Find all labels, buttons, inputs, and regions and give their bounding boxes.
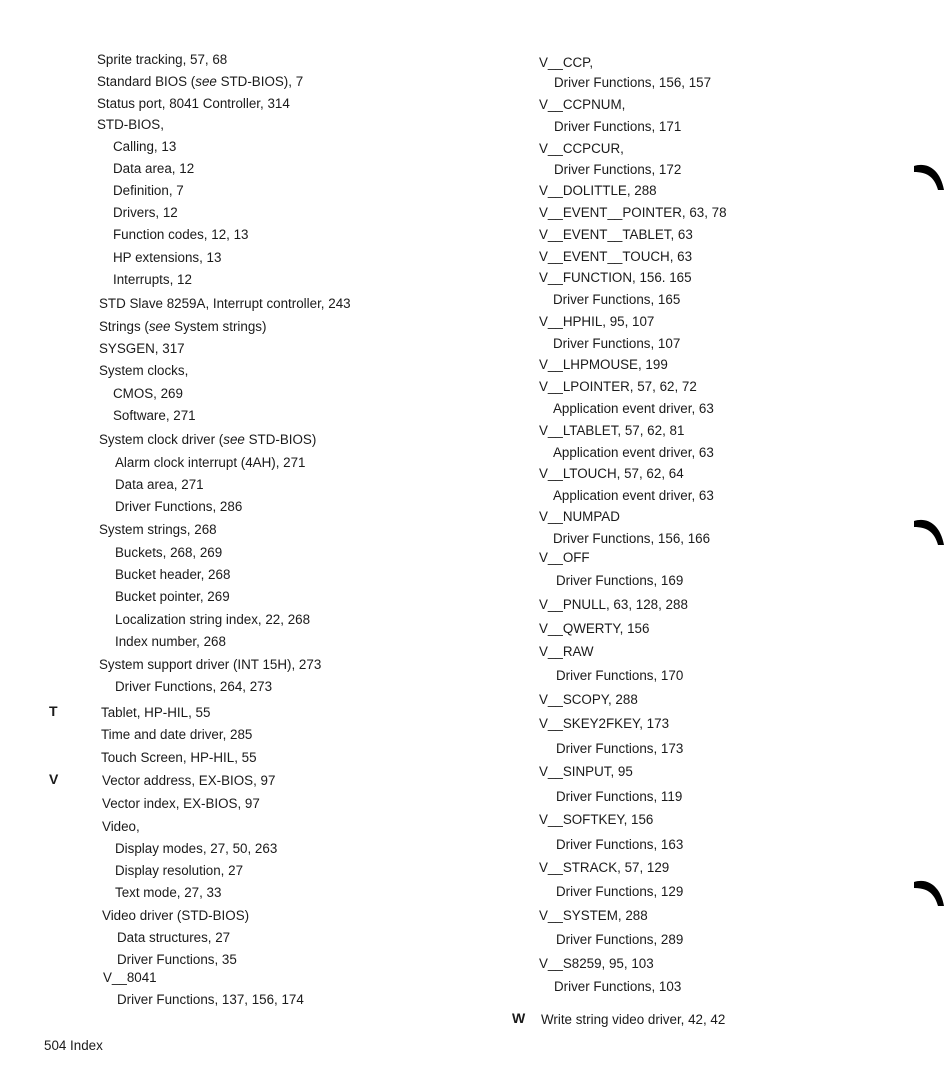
right-index-entry bbox=[539, 956, 654, 972]
entry-see-reference: see bbox=[148, 319, 171, 334]
right-index-entry bbox=[539, 227, 693, 243]
entry-text: Data structures, 27 bbox=[117, 930, 231, 945]
entry-text: Driver Functions, 172 bbox=[554, 162, 682, 177]
left-index-entry bbox=[113, 272, 192, 288]
entry-text: System strings, 268 bbox=[99, 522, 217, 537]
left-index-entry bbox=[97, 96, 290, 112]
entry-text: V__NUMPAD bbox=[539, 509, 620, 524]
entry-text: V__8041 bbox=[103, 970, 157, 985]
left-index-entry bbox=[115, 863, 243, 879]
entry-text: Index number, 268 bbox=[115, 634, 226, 649]
left-index-entry bbox=[115, 545, 222, 561]
entry-text: V__EVENT__TABLET, 63 bbox=[539, 227, 693, 242]
right-index-entry bbox=[556, 741, 683, 757]
right-index-entry bbox=[539, 270, 692, 286]
entry-text: Driver Functions, 286 bbox=[115, 499, 243, 514]
left-index-entry bbox=[103, 970, 157, 986]
entry-text: Localization string index, 22, 268 bbox=[115, 612, 311, 627]
entry-text: Driver Functions, 103 bbox=[554, 979, 682, 994]
entry-text: V__SINPUT, 95 bbox=[539, 764, 633, 779]
left-index-entry bbox=[99, 522, 217, 538]
left-index-entry bbox=[117, 992, 304, 1008]
entry-text: V__HPHIL, 95, 107 bbox=[539, 314, 655, 329]
entry-text: Text mode, 27, 33 bbox=[115, 885, 222, 900]
right-index-entry bbox=[539, 55, 593, 71]
page-footer: 504 Index bbox=[44, 1038, 103, 1053]
entry-text: Driver Functions, 169 bbox=[556, 573, 684, 588]
right-index-entry bbox=[554, 75, 711, 91]
entry-text: V__LHPMOUSE, 199 bbox=[539, 357, 668, 372]
right-index-entry bbox=[553, 445, 714, 461]
entry-text: Touch Screen, HP-HIL, 55 bbox=[101, 750, 257, 765]
right-index-entry bbox=[554, 979, 681, 995]
right-index-entry bbox=[539, 466, 684, 482]
right-index-entry bbox=[553, 401, 714, 417]
entry-text: Definition, 7 bbox=[113, 183, 184, 198]
margin-mark-icon bbox=[912, 160, 946, 194]
entry-text: System clock driver ( bbox=[99, 432, 224, 447]
right-index-entry bbox=[553, 292, 680, 308]
entry-text: V__CCP, bbox=[539, 55, 594, 70]
left-index-entry bbox=[115, 477, 204, 493]
entry-text: Data area, 271 bbox=[115, 477, 204, 492]
entry-text: Tablet, HP-HIL, 55 bbox=[101, 705, 211, 720]
left-index-entry bbox=[117, 952, 237, 968]
right-index-entry bbox=[554, 162, 681, 178]
right-index-entry bbox=[556, 932, 683, 948]
left-index-entry bbox=[99, 296, 351, 312]
entry-text: Driver Functions, 156, 157 bbox=[554, 75, 712, 90]
entry-text: Interrupts, 12 bbox=[113, 272, 192, 287]
entry-text: Driver Functions, 35 bbox=[117, 952, 237, 967]
right-index-entry bbox=[556, 573, 683, 589]
section-letter-t: T bbox=[49, 703, 58, 719]
right-index-entry bbox=[539, 205, 727, 221]
entry-text: V__STRACK, 57, 129 bbox=[539, 860, 670, 875]
entry-text: Buckets, 268, 269 bbox=[115, 545, 223, 560]
entry-text: Bucket header, 268 bbox=[115, 567, 231, 582]
entry-text: V__S8259, 95, 103 bbox=[539, 956, 654, 971]
entry-text: Time and date driver, 285 bbox=[101, 727, 253, 742]
left-index-entry bbox=[115, 885, 221, 901]
entry-text: V__PNULL, 63, 128, 288 bbox=[539, 597, 688, 612]
right-index-entry bbox=[539, 509, 620, 525]
entry-text-after: STD-BIOS) bbox=[244, 432, 317, 447]
entry-text: Vector index, EX-BIOS, 97 bbox=[102, 796, 260, 811]
left-index-entry bbox=[101, 705, 210, 721]
left-index-entry bbox=[113, 250, 221, 266]
right-index-entry bbox=[556, 837, 683, 853]
left-index-entry bbox=[101, 750, 257, 766]
entry-text: V__EVENT__POINTER, 63, 78 bbox=[539, 205, 727, 220]
entry-text: Video, bbox=[102, 819, 140, 834]
entry-text: Sprite tracking, 57, 68 bbox=[97, 52, 228, 67]
entry-text: Bucket pointer, 269 bbox=[115, 589, 230, 604]
right-index-entry bbox=[539, 183, 657, 199]
right-index-entry bbox=[553, 488, 714, 504]
right-index-entry bbox=[539, 249, 692, 265]
left-index-entry bbox=[113, 408, 196, 424]
left-index-entry bbox=[99, 657, 321, 673]
entry-text: V__OFF bbox=[539, 550, 590, 565]
entry-text: Driver Functions, 170 bbox=[556, 668, 684, 683]
left-index-entry bbox=[115, 589, 230, 605]
entry-text: Display modes, 27, 50, 263 bbox=[115, 841, 278, 856]
right-index-entry bbox=[556, 668, 683, 684]
right-index-entry bbox=[539, 716, 669, 732]
left-index-entry bbox=[102, 908, 249, 924]
entry-text: Function codes, 12, 13 bbox=[113, 227, 249, 242]
right-index-entry bbox=[539, 423, 684, 439]
entry-text: V__QWERTY, 156 bbox=[539, 621, 650, 636]
left-index-entry bbox=[113, 139, 176, 155]
entry-text: STD Slave 8259A, Interrupt controller, 243 bbox=[99, 296, 351, 311]
entry-text: Standard BIOS ( bbox=[97, 74, 196, 89]
left-index-entry bbox=[97, 117, 164, 133]
right-index-entry bbox=[539, 357, 668, 373]
entry-text: V__CCPCUR, bbox=[539, 141, 624, 156]
left-index-entry bbox=[113, 183, 184, 199]
entry-text: Driver Functions, 165 bbox=[553, 292, 681, 307]
entry-text: V__SYSTEM, 288 bbox=[539, 908, 648, 923]
right-index-entry bbox=[539, 764, 633, 780]
entry-text: V__LPOINTER, 57, 62, 72 bbox=[539, 379, 697, 394]
left-index-entry bbox=[113, 205, 178, 221]
left-index-entry bbox=[102, 819, 140, 835]
entry-text: Software, 271 bbox=[113, 408, 196, 423]
entry-see-reference: see bbox=[195, 74, 217, 89]
entry-text: V__SOFTKEY, 156 bbox=[539, 812, 654, 827]
entry-text: V__LTOUCH, 57, 62, 64 bbox=[539, 466, 684, 481]
entry-text: Driver Functions, 129 bbox=[556, 884, 684, 899]
left-index-entry bbox=[102, 796, 260, 812]
entry-text: Drivers, 12 bbox=[113, 205, 178, 220]
entry-text: V__SKEY2FKEY, 173 bbox=[539, 716, 670, 731]
entry-text: Write string video driver, 42, 42 bbox=[541, 1012, 726, 1027]
section-letter-w: W bbox=[512, 1010, 526, 1026]
entry-text: Display resolution, 27 bbox=[115, 863, 244, 878]
margin-mark-icon bbox=[912, 876, 946, 910]
entry-text: System support driver (INT 15H), 273 bbox=[99, 657, 322, 672]
right-index-entry bbox=[539, 908, 648, 924]
entry-text-after: STD-BIOS), 7 bbox=[216, 74, 304, 89]
entry-text: System clocks, bbox=[99, 363, 189, 378]
entry-text: Driver Functions, 107 bbox=[553, 336, 681, 351]
left-index-entry bbox=[115, 499, 242, 515]
entry-text: V__FUNCTION, 156. 165 bbox=[539, 270, 692, 285]
left-index-entry bbox=[115, 455, 306, 471]
left-index-entry bbox=[113, 386, 183, 402]
entry-see-reference: see bbox=[223, 432, 245, 447]
right-index-entry bbox=[539, 379, 697, 395]
entry-text: HP extensions, 13 bbox=[113, 250, 222, 265]
left-index-entry bbox=[113, 161, 194, 177]
entry-text: Driver Functions, 156, 166 bbox=[553, 531, 711, 546]
entry-text: V__LTABLET, 57, 62, 81 bbox=[539, 423, 685, 438]
entry-text: V__DOLITTLE, 288 bbox=[539, 183, 657, 198]
left-index-entry bbox=[99, 341, 185, 357]
entry-text: Driver Functions, 264, 273 bbox=[115, 679, 273, 694]
section-letter-v: V bbox=[49, 771, 59, 787]
right-index-entry bbox=[539, 550, 590, 566]
left-index-entry bbox=[101, 727, 252, 743]
entry-text: Application event driver, 63 bbox=[553, 488, 714, 503]
left-index-entry bbox=[99, 432, 316, 448]
right-index-entry bbox=[539, 860, 669, 876]
right-index-entry bbox=[539, 692, 638, 708]
entry-text: STD-BIOS, bbox=[97, 117, 164, 132]
entry-text: SYSGEN, 317 bbox=[99, 341, 185, 356]
entry-text: Driver Functions, 119 bbox=[556, 789, 683, 804]
entry-text: V__SCOPY, 288 bbox=[539, 692, 638, 707]
entry-text: CMOS, 269 bbox=[113, 386, 183, 401]
left-index-entry bbox=[99, 363, 188, 379]
entry-text: Strings ( bbox=[99, 319, 149, 334]
left-index-entry bbox=[117, 930, 230, 946]
right-index-entry bbox=[539, 812, 653, 828]
entry-text: V__RAW bbox=[539, 644, 594, 659]
entry-text: Vector address, EX-BIOS, 97 bbox=[102, 773, 276, 788]
left-index-entry bbox=[97, 52, 227, 68]
right-index-entry bbox=[539, 597, 688, 613]
right-index-entry bbox=[539, 644, 594, 660]
right-index-entry bbox=[541, 1012, 725, 1028]
right-index-entry bbox=[556, 884, 683, 900]
right-index-entry bbox=[554, 119, 681, 135]
left-index-entry bbox=[115, 679, 272, 695]
entry-text: V__EVENT__TOUCH, 63 bbox=[539, 249, 693, 264]
left-index-entry bbox=[102, 773, 275, 789]
right-index-entry bbox=[539, 97, 625, 113]
entry-text: Driver Functions, 137, 156, 174 bbox=[117, 992, 304, 1007]
entry-text-after: System strings) bbox=[170, 319, 267, 334]
right-index-entry bbox=[556, 789, 682, 805]
entry-text: Driver Functions, 289 bbox=[556, 932, 684, 947]
right-index-entry bbox=[539, 141, 624, 157]
entry-text: Application event driver, 63 bbox=[553, 401, 714, 416]
right-index-entry bbox=[553, 336, 680, 352]
right-index-entry bbox=[539, 621, 649, 637]
entry-text: Application event driver, 63 bbox=[553, 445, 714, 460]
entry-text: Data area, 12 bbox=[113, 161, 195, 176]
entry-text: Status port, 8041 Controller, 314 bbox=[97, 96, 290, 111]
entry-text: Driver Functions, 163 bbox=[556, 837, 684, 852]
left-index-entry bbox=[115, 612, 310, 628]
left-index-entry bbox=[115, 567, 230, 583]
left-index-entry bbox=[97, 74, 303, 90]
margin-mark-icon bbox=[912, 515, 946, 549]
left-index-entry bbox=[113, 227, 248, 243]
right-index-entry bbox=[539, 314, 654, 330]
left-index-entry bbox=[115, 634, 226, 650]
entry-text: V__CCPNUM, bbox=[539, 97, 626, 112]
entry-text: Driver Functions, 173 bbox=[556, 741, 684, 756]
right-index-entry bbox=[553, 531, 710, 547]
entry-text: Alarm clock interrupt (4AH), 271 bbox=[115, 455, 306, 470]
left-index-entry bbox=[99, 319, 266, 335]
entry-text: Calling, 13 bbox=[113, 139, 177, 154]
entry-text: Video driver (STD-BIOS) bbox=[102, 908, 250, 923]
left-index-entry bbox=[115, 841, 277, 857]
entry-text: Driver Functions, 171 bbox=[554, 119, 682, 134]
